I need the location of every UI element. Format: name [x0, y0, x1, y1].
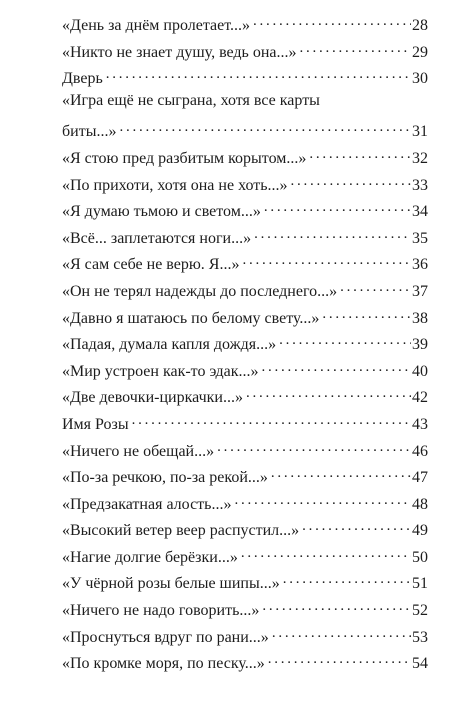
toc-page-number: 47 — [412, 469, 428, 487]
dot-leader — [262, 358, 411, 376]
toc-page-number: 50 — [412, 548, 428, 566]
toc-page-number: 53 — [412, 628, 428, 646]
dot-leader — [264, 198, 411, 216]
toc-entry-title: «Две девочки-циркачки...» — [62, 389, 243, 407]
toc-page-number: 29 — [412, 43, 428, 61]
toc-entry[interactable] — [62, 411, 428, 433]
toc-page-number: 35 — [412, 229, 428, 247]
toc-page-number: 54 — [412, 655, 428, 673]
toc-entry-title: Дверь — [62, 70, 103, 88]
toc-entry[interactable] — [62, 118, 428, 141]
toc-entry[interactable] — [62, 384, 428, 407]
toc-entry-title: «Ничего не обещай...» — [62, 442, 215, 460]
toc-page-number: 36 — [412, 256, 428, 274]
dot-leader — [106, 65, 411, 83]
toc-page-number: 30 — [412, 70, 428, 88]
toc-page-number: 32 — [412, 149, 428, 167]
dot-leader — [262, 597, 411, 615]
toc-entry-title: «Я думаю тьмою и светом...» — [62, 203, 261, 221]
toc-entry[interactable] — [62, 544, 428, 566]
dot-leader — [302, 517, 411, 535]
toc-entry[interactable] — [62, 145, 428, 167]
toc-entry-title: «По прихоти, хотя она не хоть...» — [62, 176, 288, 194]
toc-page-number: 37 — [412, 282, 428, 300]
toc-entry[interactable] — [62, 438, 428, 460]
toc-entry-title-line: «Игра ещё не сыграна, хотя все карты — [62, 91, 320, 109]
toc-entry-first-line[interactable] — [62, 92, 428, 110]
toc-entry[interactable] — [62, 570, 428, 593]
toc-page-number: 39 — [412, 336, 428, 354]
toc-page-number: 34 — [412, 203, 428, 221]
toc-entry-title: «По кромке моря, по песку...» — [62, 655, 265, 673]
toc-entry[interactable] — [62, 12, 428, 34]
toc-entry[interactable] — [62, 65, 428, 88]
dot-leader — [241, 544, 411, 562]
toc-entry[interactable] — [62, 278, 428, 300]
toc-entry[interactable] — [62, 650, 428, 673]
toc-entry[interactable] — [62, 597, 428, 620]
toc-entry-title: «Я стою пред разбитым корытом...» — [62, 149, 307, 167]
toc-entry-title: «Мир устроен как-то эдак...» — [62, 362, 259, 380]
dot-leader — [217, 438, 411, 456]
dot-leader — [268, 650, 411, 668]
dot-leader — [246, 384, 411, 402]
dot-leader — [119, 118, 411, 136]
toc-entry-title: «Никто не знает душу, ведь она...» — [62, 43, 297, 61]
dot-leader — [234, 491, 411, 509]
toc-entry-title: «Падая, думала капля дождя...» — [62, 336, 277, 354]
toc-entry-title: «Ничего не надо говорить...» — [62, 602, 260, 620]
toc-entry-title: «Всё... заплетаются ноги...» — [62, 229, 252, 247]
toc-entry-title: «У чёрной розы белые шипы...» — [62, 575, 280, 593]
dot-leader — [300, 39, 411, 57]
dot-leader — [291, 172, 411, 190]
toc-page-number: 48 — [412, 495, 428, 513]
toc-page-number: 42 — [412, 389, 428, 407]
toc-entry[interactable] — [62, 358, 428, 380]
toc-entry-title: «День за днём пролетает...» — [62, 17, 251, 34]
dot-leader — [272, 624, 411, 642]
toc-entry[interactable] — [62, 517, 428, 540]
toc-entry-title: «Давно я шатаюсь по белому свету...» — [62, 309, 320, 327]
toc-entry[interactable] — [62, 198, 428, 221]
dot-leader — [309, 145, 411, 163]
toc-entry-title: «Проснуться вдруг по рани...» — [62, 628, 269, 646]
toc-entry[interactable] — [62, 464, 428, 487]
dot-leader — [253, 12, 411, 30]
toc-entry[interactable] — [62, 331, 428, 354]
dot-leader — [254, 225, 411, 243]
toc-page-number: 51 — [412, 575, 428, 593]
toc-entry[interactable] — [62, 624, 428, 646]
toc-entry[interactable] — [62, 172, 428, 194]
dot-leader — [322, 305, 411, 323]
toc-page-number: 52 — [412, 602, 428, 620]
toc-entry[interactable] — [62, 305, 428, 327]
dot-leader — [340, 278, 411, 296]
dot-leader — [242, 251, 411, 269]
dot-leader — [271, 464, 411, 482]
toc-entry-title: «Я сам себе не верю. Я...» — [62, 256, 240, 274]
table-of-contents — [62, 0, 428, 673]
dot-leader — [132, 411, 411, 429]
toc-entry[interactable] — [62, 225, 428, 247]
toc-entry-title: биты...» — [62, 123, 117, 141]
toc-page-number: 38 — [412, 309, 428, 327]
toc-entry-title: «Предзакатная алость...» — [62, 495, 232, 513]
toc-page-number: 49 — [412, 522, 428, 540]
toc-page-number: 46 — [412, 442, 428, 460]
toc-entry[interactable] — [62, 39, 428, 61]
dot-leader — [279, 331, 411, 349]
toc-entry-title: Имя Розы — [62, 415, 129, 433]
toc-page-number: 31 — [412, 123, 428, 141]
toc-entry-title: «Нагие долгие берёзки...» — [62, 548, 238, 566]
toc-entry-title: «По-за речкою, по-за рекой...» — [62, 469, 268, 487]
toc-entry[interactable] — [62, 491, 428, 513]
toc-page-number: 28 — [412, 17, 428, 34]
toc-entry-title: «Он не терял надежды до последнего...» — [62, 282, 338, 300]
toc-page-number: 40 — [412, 362, 428, 380]
toc-page-number: 33 — [412, 176, 428, 194]
toc-page-number: 43 — [412, 415, 428, 433]
toc-entry-title: «Высокий ветер веер распустил...» — [62, 522, 300, 540]
toc-entry[interactable] — [62, 251, 428, 274]
dot-leader — [283, 570, 411, 588]
